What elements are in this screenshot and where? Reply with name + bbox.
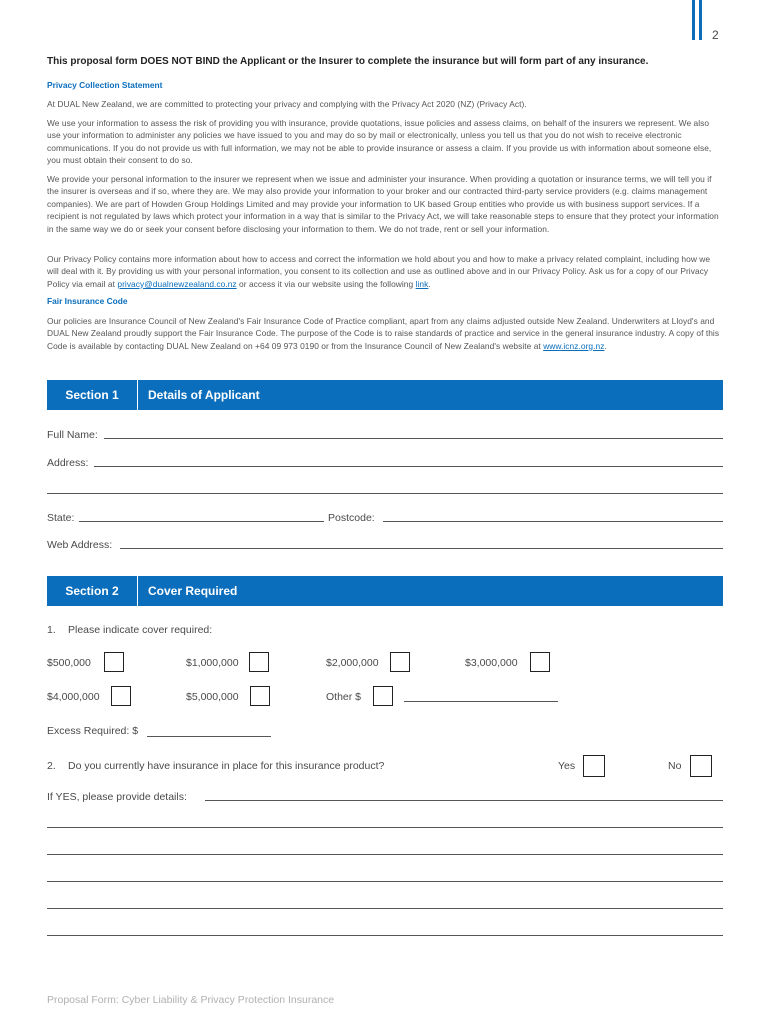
- fair-code-para: Our policies are Insurance Council of New Zealand's Fair Insurance Code of Practice compliant, apart from any claims adjusted outside New Zealand. Underwriters at Lloyd's and DUAL New Zealand proudly support the Fair Insurance Code. The purpose of the Code is to raise standards of practice and service in the general insurance industry. A copy of this Code is available by contacting DUAL New Zealand on +64 09 973 0190 or from the Insurance Council of New Zealand's website at www.icnz.org.nz.: [47, 316, 720, 351]
- option-3m-label: $3,000,000: [465, 657, 518, 669]
- privacy-policy-link[interactable]: link: [415, 278, 429, 289]
- excess-field[interactable]: [147, 736, 271, 737]
- option-500k-checkbox[interactable]: [104, 652, 124, 672]
- section-2-header: [47, 576, 723, 606]
- privacy-para-1: At DUAL New Zealand, we are committed to protecting your privacy and complying with the Privacy Act 2020 (NZ) (Privacy Act).: [47, 99, 527, 109]
- option-4m-label: $4,000,000: [47, 691, 100, 703]
- privacy-heading: Privacy Collection Statement: [47, 80, 163, 90]
- option-2m-label: $2,000,000: [326, 657, 379, 669]
- details-field-line-3[interactable]: [47, 854, 723, 855]
- web-address-field[interactable]: [120, 548, 723, 549]
- lead-statement: This proposal form DOES NOT BIND the Applicant or the Insurer to complete the insurance but will form part of any insurance.: [47, 56, 649, 67]
- excess-label: Excess Required: $: [47, 725, 139, 737]
- state-label: State:: [47, 512, 75, 524]
- section-1-number: Section 1: [65, 388, 119, 402]
- page-number: 2: [712, 28, 719, 42]
- address-label: Address:: [47, 457, 89, 469]
- state-field[interactable]: [79, 521, 324, 522]
- option-3m-checkbox[interactable]: [530, 652, 550, 672]
- section-1-title: Details of Applicant: [148, 388, 260, 402]
- web-address-label: Web Address:: [47, 539, 113, 551]
- section-2-title: Cover Required: [148, 584, 238, 598]
- page-marker-bar: [699, 0, 702, 40]
- section-1-header: [47, 380, 723, 410]
- section-2-number: Section 2: [65, 584, 119, 598]
- postcode-label: Postcode:: [328, 512, 375, 524]
- details-field-line-5[interactable]: [47, 908, 723, 909]
- option-5m-label: $5,000,000: [186, 691, 239, 703]
- if-yes-label: If YES, please provide details:: [47, 791, 187, 803]
- privacy-para-3: We provide your personal information to the insurer we represent when we issue and administer your insurance. When providing a quotation or insurance terms, we will tell you if the insurer is overseas and if so, where they are. We may also provide your information to your broker and our contracted third-party service providers (e.g. claims management companies). We are part of Howden Group Holdings Limited and may provide your information to UK based Group entities who provide us with business support services. If a recipient is not regulated by laws which protect your information in a way that is similar to the Privacy Act, we will take reasonable steps to ensure that they protect your information in the same way we do or seek your consent before disclosing your information to them. We do not trade, rent or sell your information.: [47, 174, 719, 234]
- address-field[interactable]: [94, 466, 723, 467]
- full-name-label: Full Name:: [47, 429, 98, 441]
- postcode-field[interactable]: [383, 521, 723, 522]
- details-field-line-1[interactable]: [205, 800, 723, 801]
- option-2m-checkbox[interactable]: [390, 652, 410, 672]
- full-name-field[interactable]: [104, 438, 723, 439]
- question-2-text: Do you currently have insurance in place for this insurance product?: [68, 760, 385, 772]
- yes-label: Yes: [558, 760, 576, 772]
- icnz-link[interactable]: www.icnz.org.nz: [543, 340, 605, 351]
- question-2-number: 2.: [47, 760, 56, 772]
- question-1-text: Please indicate cover required:: [68, 624, 213, 636]
- option-4m-checkbox[interactable]: [111, 686, 131, 706]
- privacy-email-link[interactable]: privacy@dualnewzealand.co.nz: [117, 278, 237, 289]
- question-1-number: 1.: [47, 624, 56, 636]
- details-field-line-4[interactable]: [47, 881, 723, 882]
- privacy-para-2: We use your information to assess the risk of providing you with insurance, provide quotations, issue policies and assess claims, on behalf of the insurers we represent. We also use your information to administer any policies we have issued to you and may do so by mail or electronically, unless you tell us that you do not wish to receive electronic communications. If you do not provide us with full information, we may not be able to provide insurance or assess a claim. If you provide us with information about someone else, you must obtain their consent to do so.: [47, 118, 712, 166]
- option-5m-checkbox[interactable]: [250, 686, 270, 706]
- fair-code-heading: Fair Insurance Code: [47, 296, 128, 306]
- details-field-line-2[interactable]: [47, 827, 723, 828]
- page-marker-bar: [692, 0, 695, 40]
- option-other-label: Other $: [326, 691, 362, 703]
- option-500k-label: $500,000: [47, 657, 91, 669]
- option-1m-checkbox[interactable]: [249, 652, 269, 672]
- option-1m-label: $1,000,000: [186, 657, 239, 669]
- yes-checkbox[interactable]: [583, 755, 605, 777]
- option-other-amount-field[interactable]: [404, 701, 558, 702]
- privacy-para-4: Our Privacy Policy contains more information about how to access and correct the information we hold about you and how to make a privacy related complaint, including how we will deal with it. By providing us with your personal information, you consent to its collection and use as outlined above and in our Privacy Policy. Ask us for a copy of our Privacy Policy via email at privacy@dualnewzealand.co.nz or access it via our website using the following link.: [47, 254, 711, 289]
- details-field-line-6[interactable]: [47, 935, 723, 936]
- no-label: No: [668, 760, 682, 772]
- option-other-checkbox[interactable]: [373, 686, 393, 706]
- no-checkbox[interactable]: [690, 755, 712, 777]
- footer-title: Proposal Form: Cyber Liability & Privacy Protection Insurance: [47, 994, 335, 1006]
- address-field-line-2[interactable]: [47, 493, 723, 494]
